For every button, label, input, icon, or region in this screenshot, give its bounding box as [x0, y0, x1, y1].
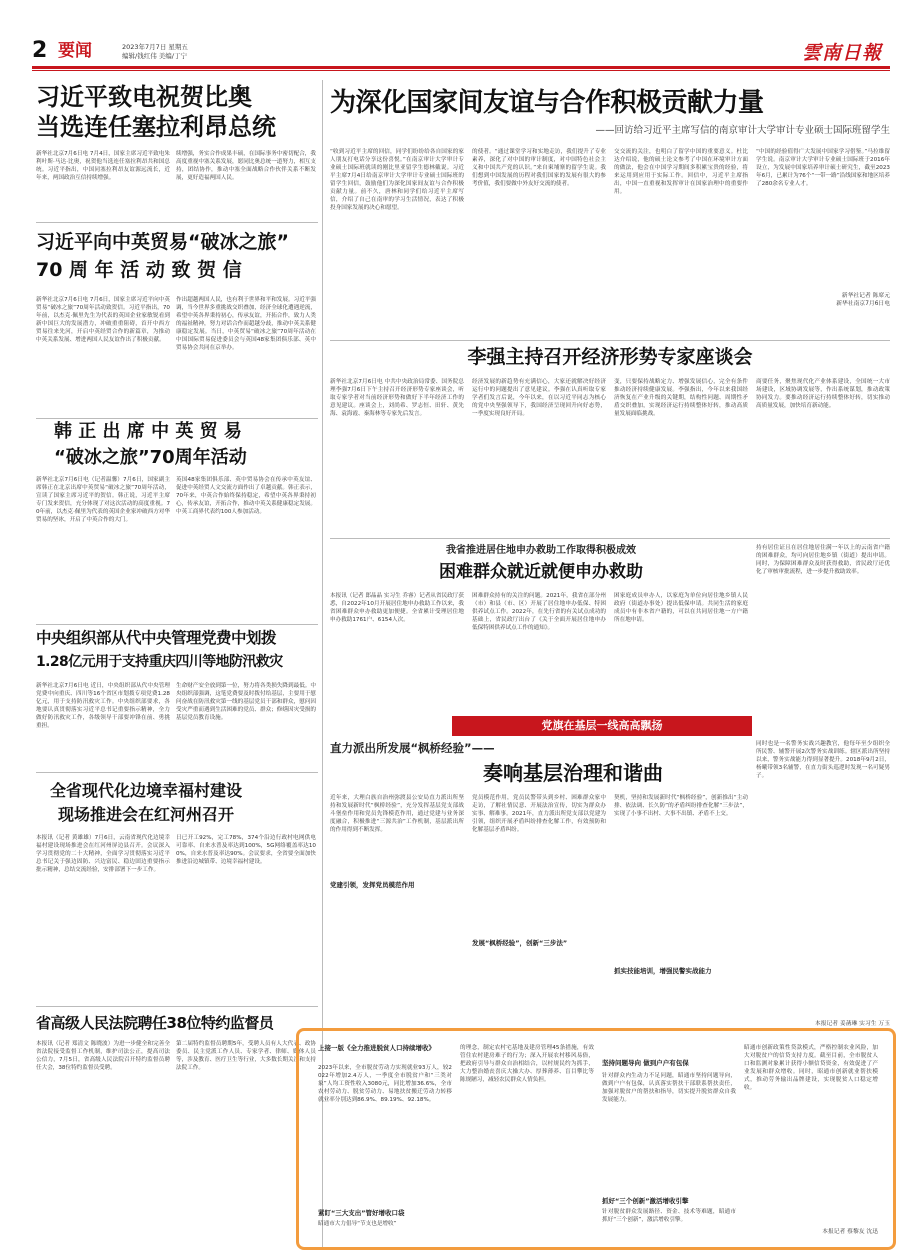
editors-line: 编辑/钱红伟 美编/丁宁 — [122, 52, 187, 60]
divider — [36, 418, 318, 419]
article-title-line2: “破冰之旅”70周年活动 — [54, 447, 247, 468]
divider — [36, 222, 318, 223]
article-body: 作出超越两国人民，也有利于世界和平和发展。习近平强调，当今世界多重挑战交织叠加，经济全球化遭遇逆流，希望中英各界秉持初心，传承友谊，开拓合作，致力人类的福祉精神，努力对话合作而超越分歧，推动中英关系健康稳定发展。当日，中英贸易“破冰之旅”70周年活动在中国国际贸易促进委员会与英国48家集团俱乐部、英中贸易协会共同在京举办。 — [176, 297, 316, 351]
masthead — [32, 38, 890, 64]
article-body: 续增强，务实合作成果丰硕，在国际事务中密切配合，我高度重视中塞关系发展，愿同比奥总统一道努力，相互支持，团结协作，推动中塞全面战略合作伙伴关系不断发展，更好造福两国人民。 — [176, 151, 316, 181]
article-body: 持有居住证且在居住地居住满一年以上的云南省户籍的困难群众，均可向居住地乡镇（街道）提出申请。同时，为保障困难群众及时获得救助，省民政厅还优化了审核审批流程，进一步提升救助效率。 — [756, 545, 890, 575]
article-body: 本报讯（记者 郑清文 陈晓波）为进一步健全和完善全省法院接受监督工作机制，维护司法公正，提高司法公信力，7月5日，省高级人民法院召开特约监督员聘任大会，38位特约监督员受聘。 — [36, 1041, 170, 1071]
section-heading: 紧盯“三大支出”管好增收口袋 — [318, 1209, 405, 1217]
article-title-line2: 1.28亿元用于支持重庆四川等地防汛救灾 — [36, 654, 283, 670]
article-title-line2: 70 周 年 活 动 致 贺 信 — [36, 259, 242, 281]
section-banner-text: 党旗在基层一线高高飘扬 — [541, 719, 663, 732]
section-heading: 坚持问题导向 做到户户有包保 — [602, 1059, 689, 1067]
boxed-body: 针对群众内生动力不足问题，昭通市坚持问题导向，做到户户有包保，认真落实帮扶干部联系帮扶责任，加强对脱贫户的帮扶和指导，切实提升脱贫群众自我发展能力。 — [602, 1073, 736, 1103]
article-title-line1: 韩 正 出 席 中 英 贸 易 — [54, 421, 242, 442]
date-line: 2023年7月7日 星期五 — [122, 43, 188, 51]
article-kicker: 直力派出所发展“枫桥经验”—— — [330, 741, 495, 755]
article-body: 本报讯（记者 郎晶晶 实习生 乔睿）记者从省民政厅获悉，自2022年10月开展居住地申办救助工作以来，我省困难群众申办救助更加便捷。全省累计受理居住地申办救助1761户、6154人次。 — [330, 593, 464, 623]
article-body: 党员模范作用，党员民警带头到乡村、困难群众家中走访，了解社情民意、开展法治宣传，切实为群众办实事、解难事。2021年，直力派出所党支部以党建为引领，组织开展矛盾纠纷排查化解工作，有效预防和化解基层矛盾纠纷。 — [472, 795, 606, 833]
article-byline: 本报记者 姜菡琳 实习生 万玉 — [814, 1021, 890, 1027]
boxed-title: 上接一版《全力推进脱贫人口持续增收》 — [318, 1044, 435, 1052]
masthead-rule-thin — [32, 70, 890, 71]
boxed-body: 昭通市创新政策性贷款模式，严格控制农业风险，加大对脱贫户的信贷支持力度。截至目前，全市脱贫人口和监测对象累计获得小额信贷资金，有效促进了产业发展和群众增收。同时，昭通市创新就业帮扶模式，推动劳务输出品牌建设，实现脱贫人口稳定增收。 — [744, 1045, 878, 1091]
article-title-line1: 全省现代化边境幸福村建设 — [50, 781, 243, 800]
article-body: 新华社北京7月6日电 中共中央政治局常委、国务院总理李强7月6日下午主持召开经济形势专家座谈会，听取专家学者对当前经济形势和做好下半年经济工作的意见建议。座谈会上，刘尚希、罗志恒、田轩、黄先海、袁海霞、秦海林等专家先后发言。 — [330, 379, 464, 417]
section-heading: 发展“枫桥经验”，创新“三步法” — [472, 939, 568, 947]
article-body: 同时也是一名警务实战兴趣教官，他每年至少组织全所民警、辅警开展2次警务实战训练。辖区派出所坚持以来，警务实战能力得到显著提升。2018年9月2日，杨曦带领3名辅警，在直力街头巡逻时发现一名可疑男子。 — [756, 741, 890, 779]
article-body: 新华社北京7月6日电（记者温馨）7月6日，国家副主席韩正在北京出席中英贸易“破冰之旅”70周年活动，宣读了国家主席习近平的贺信。韩正说，习近平主席专门发来贺信，充分体现了对这次活动的高度重视。70年前，以杰克·佩里为代表的英国企业家冲破西方对华贸易的坚冰，开启了中英合作的大门。 — [36, 477, 170, 523]
article-body: 经济发展的新趋势有充满信心，大家还就解决好经济运行中的问题提出了意见建议。李强在认真听取专家学者们发言后说，今年以来，在以习近平同志为核心的党中央坚强领导下，我国经济呈现回升向好态势，一季度实现良好开局。 — [472, 379, 606, 417]
article-kicker: 我省推进居住地申办救助工作取得积极成效 — [446, 545, 636, 556]
article-title-line1: 中央组织部从代中央管理党费中划拨 — [36, 629, 277, 647]
article-title-line1: 习近平致电祝贺比奥 — [36, 83, 252, 111]
lead-title: 为深化国家间友谊与合作积极贡献力量 — [330, 88, 764, 118]
article-body: 困家庭成员申办人，以家庭为单位向居住地乡镇人民政府（街道办事处）提出低保申请。共同生活的家庭成员中有非本省户籍的，可以在共同居住地一方户籍所在地申请。 — [614, 593, 748, 623]
lead-byline: 新华社记者 陈席元 新华社南京7月6日电 — [836, 293, 890, 307]
boxed-body: 针对脱贫群众发展路径、资金、技术等难题，昭通市抓好“三个创新”，激活增收引擎。 — [602, 1209, 736, 1223]
divider — [36, 1006, 318, 1007]
article-body: 本报讯（记者 黄雄雄）7月6日，云南省现代化边境幸福村建设现场推进会在红河州屏边县召开。会议深入学习贯彻党的二十大精神，全面学习贯彻落实习近平总书记关于强边固防、兴边富民、稳边固边重要指示批示精神，总结交流经验，安排部署下一步工作。 — [36, 835, 170, 873]
lead-subtitle: ——回访给习近平主席写信的南京审计大学审计专业硕士国际班留学生 — [595, 125, 890, 136]
article-body: 新华社北京7月6日电 7月6日，国家主席习近平向中英贸易“破冰之旅”70周年活动致贺信。习近平指出，70年前，以杰克·佩里先生为代表的英国企业家敏锐看到新中国巨大的发展潜力，冲破重重阻碍，首开中西方贸易往来先河，开启中英经贸合作的新篇章，为推动中英关系发展、增进两国人民友谊作出了积极贡献。 — [36, 297, 170, 343]
article-body: 日已开工92%，完工78%，374个沿边行政村电网供电可靠率、自来水普及率达到100%，5G网络覆盖率达100%，自来水普及率达90%。会议要求，全省要全面加快推进沿边城镇带、边境幸福村建设。 — [176, 835, 316, 865]
article-body: 新华社北京7月6日电 近日，中央组织部从代中央管理党费中向重庆、四川等16个省区市划拨专项党费1.28亿元，用于支持防汛救灾工作。中央组织部要求，各地要认真贯彻落实习近平总书记重要指示精神，全力做好防汛救灾工作，各级领导干部要冲锋在前、勇挑重担。 — [36, 683, 170, 729]
article-body: 新华社北京7月6日电 7月4日，国家主席习近平致电朱利叶斯·马达·比奥，祝贺他当选连任塞拉利昂共和国总统。习近平指出，中国同塞拉利昂友谊源远流长，近年来，两国政治互信持续增强。 — [36, 151, 170, 181]
section-heading: 抓好“三个创新”激活增收引擎 — [602, 1197, 689, 1205]
paper-logo: 雲南日報 — [802, 42, 883, 64]
masthead-rule — [32, 66, 890, 69]
section-heading: 抓实技能培训，增强民警实战能力 — [614, 967, 712, 975]
lead-body: “收到习近平主席的回信，同学们纷纷给各自国家的家人朋友打电话分享这份喜悦。”在南京审计大学审计专业硕士国际班就读的刚比里亚留学生德林戴说。习近平主席7月4日给南京审计大学审计专业硕士国际班的留学生回信，鼓励他们为深化国家间友谊与合作积极贡献力量。前不久，唐林和同学们给习近平主席写信，介绍了自己在南审的学习生活情况，表达了积极投身国家发展的决心和愿望。 — [330, 149, 464, 211]
article-body: 契机，坚持和发展新时代“枫桥经验”，创新推出“主动排、依法调、长久防”的矛盾纠纷排查化解“三步法”，实现了小事不出村、大事不出镇、矛盾不上交。 — [614, 795, 748, 817]
divider — [36, 624, 318, 625]
divider — [36, 772, 318, 773]
boxed-body: 的理念，制定农村宅基地及建房管理45条措施，有效管住农村建房难子的行为；深入开展农村移风易俗，把政府引导与群众自治相结合，以村规民约为抓手，大力整治婚丧喜庆大操大办、厚葬薄养、盲目攀比等陈规陋习，减轻农民群众人情负担。 — [460, 1045, 594, 1083]
divider — [330, 340, 890, 341]
lead-body: 交交流的关注，也明白了留学中国的重要意义。杜比达介绍说，他的硕士论文参考了中国在环境审计方面的做法，他会在中国学习期间多积累宝贵的经验，将来运用到应用于实际工作。回信中，习近平主席指出，中国一直重视和发挥审计在国家治理中的重要作用。 — [614, 149, 748, 195]
article-title: 奏响基层治理和谐曲 — [483, 761, 663, 785]
article-body: 第二届特约监督员聘期5年，受聘人员有人大代表、政协委员、民主党派工作人员、专家学者、律师、媒体人员等，涉及教育、医疗卫生等行业，大多数长期关注和支持法院工作。 — [176, 1041, 316, 1071]
lead-body: “中国的经验值得广大发展中国家学习借鉴。”马拉维留学生说。南京审计大学审计专业硕士国际班于2016年设立，为发展中国家培养审计硕士研究生，截至2023年6月，已累计为76个“一带一路”沿线国家和地区培养了280余名专业人才。 — [756, 149, 890, 187]
article-title-line2: 当选连任塞拉利昂总统 — [36, 113, 276, 141]
article-body: 变，只要保持战略定力、增强发展信心，完全有条件推动经济持续健康发展。李强指出，今年以来我国经济恢复在产业升级的关键期，结构性问题、周期性矛盾交织叠加，实现经济运行持续整体好转，推动高质量发展面临挑战。 — [614, 379, 748, 417]
lead-body: 的使者。“通过课堂学习和实地走访，我们提升了专业素养，深化了对中国的审计制度，对中国特色社会主义和中国共产党的认识。”来自柬埔寨的留学生说。我们想到中国发展的历程对我们国家的发展有很大的参考价值，我们要做中外友好交流的使者。 — [472, 149, 606, 187]
article-title: 李强主持召开经济形势专家座谈会 — [467, 346, 753, 368]
article-title: 困难群众就近就便申办救助 — [439, 562, 643, 582]
article-title-line1: 习近平向中英贸易“破冰之旅” — [36, 231, 289, 253]
article-body: 近年来，大理白族自治州弥渡县公安局直力派出所坚持和发展新时代“枫桥经验”，充分发挥基层党支部战斗堡垒作用和党员先锋模范作用，通过党建与业务深度融合，积极推进“三源共治”工作机制，基层派出所的作用得到不断发挥。 — [330, 795, 464, 833]
section-name: 要闻 — [58, 41, 92, 61]
article-title-line2: 现场推进会在红河州召开 — [58, 805, 235, 824]
article-body: 生命财产安全放到第一位，努力将各类损失降到最低。中央组织部强调，这笔党费要及时拨付给基层，主要用于慰问奋战在防汛救灾第一线的基层党员干部和群众，慰问因受灾严重而遇到生活困难的党员、群众；修缮因灾受损的基层党员教育设施。 — [176, 683, 316, 721]
boxed-body: 2023年以来，全市脱贫劳动力实现就业93万人，较2022年增加2.4万人，一季度全市脱贫户和“三类对象”人均工资性收入3080元，同比增加36.6%，全市农村劳动力、脱贫劳动力、易地扶贫搬迁劳动力转移就业率分别达到86.9%、89.19%、92.18%。 — [318, 1065, 452, 1103]
section-heading: 党建引领，发挥党员模范作用 — [330, 881, 415, 889]
article-body: 困难群众持有的关注的问题。2021年，我省在部分州（市）和县（市、区）开展了居住地申办低保、特困供养试点工作。2022年，在先行省的有关试点成功的基础上，省民政厅出台了《关于全面开展居住地申办低保特困供养试点工作的通知》。 — [472, 593, 606, 631]
page-number: 2 — [32, 38, 48, 63]
boxed-body: 昭通市大力倡导“节支也是增收” — [318, 1221, 397, 1227]
boxed-byline: 本报记者 蔡黎友 沈迅 — [822, 1229, 878, 1235]
article-body: 商要任务，聚焦现代化产业体系建设，全国统一大市场建设，区域协调发展等，作出系统谋划，推动政策协同发力。要推动经济运行持续整体好转，切实推动高质量发展，加快培育新动能。 — [756, 379, 890, 409]
divider — [330, 538, 890, 539]
article-body: 英国48家集团俱乐部、英中贸易协会在传承中英友谊、促进中英经贸人文交流方面作出了卓越贡献。韩正表示，70年来，中英合作始终保持稳定，希望中英各界秉持初心，传承友谊，开拓合作，推动中英关系健康稳定发展。中英工商界代表约100人参加活动。 — [176, 477, 316, 515]
article-title: 省高级人民法院聘任38位特约监督员 — [36, 1014, 274, 1032]
